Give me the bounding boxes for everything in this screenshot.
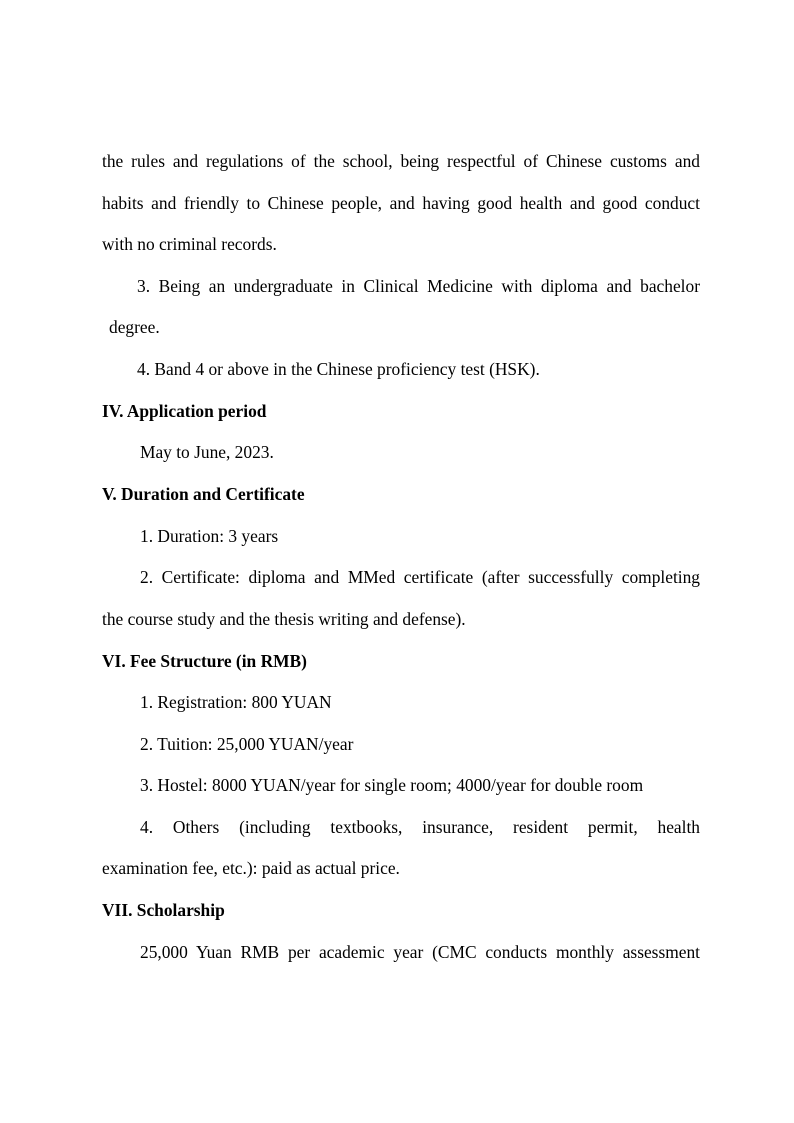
certificate-item: 2. Certificate: diploma and MMed certificate (after successfully completing [140,567,700,587]
fee-others-item: 4. Others (including textbooks, insurance, resident permit, health [140,817,700,837]
paragraph-line: the rules and regulations of the school, being respectful of Chinese customs and [102,151,700,171]
fee-others-item-continued: examination fee, etc.): paid as actual price. [102,858,400,878]
fee-tuition-item: 2. Tuition: 25,000 YUAN/year [140,734,354,754]
paragraph-line: with no criminal records. [102,234,277,254]
section-heading-duration-certificate: V. Duration and Certificate [102,484,305,504]
list-item-3: 3. Being an undergraduate in Clinical Medicine with diploma and bachelor [137,276,700,296]
section-heading-application-period: IV. Application period [102,401,267,421]
section-heading-fee-structure: VI. Fee Structure (in RMB) [102,651,307,671]
section-heading-scholarship: VII. Scholarship [102,900,225,920]
fee-hostel-item: 3. Hostel: 8000 YUAN/year for single room; 4000/year for double room [140,775,644,795]
paragraph-line: habits and friendly to Chinese people, and having good health and good conduct [102,193,700,213]
list-item-3-continued: degree. [109,317,160,337]
duration-item: 1. Duration: 3 years [140,526,279,546]
fee-registration-item: 1. Registration: 800 YUAN [140,692,332,712]
list-item-4: 4. Band 4 or above in the Chinese proficiency test (HSK). [137,359,540,379]
application-period-text: May to June, 2023. [140,442,274,462]
certificate-item-continued: the course study and the thesis writing and defense). [102,609,466,629]
scholarship-text: 25,000 Yuan RMB per academic year (CMC conducts monthly assessment [140,942,700,962]
